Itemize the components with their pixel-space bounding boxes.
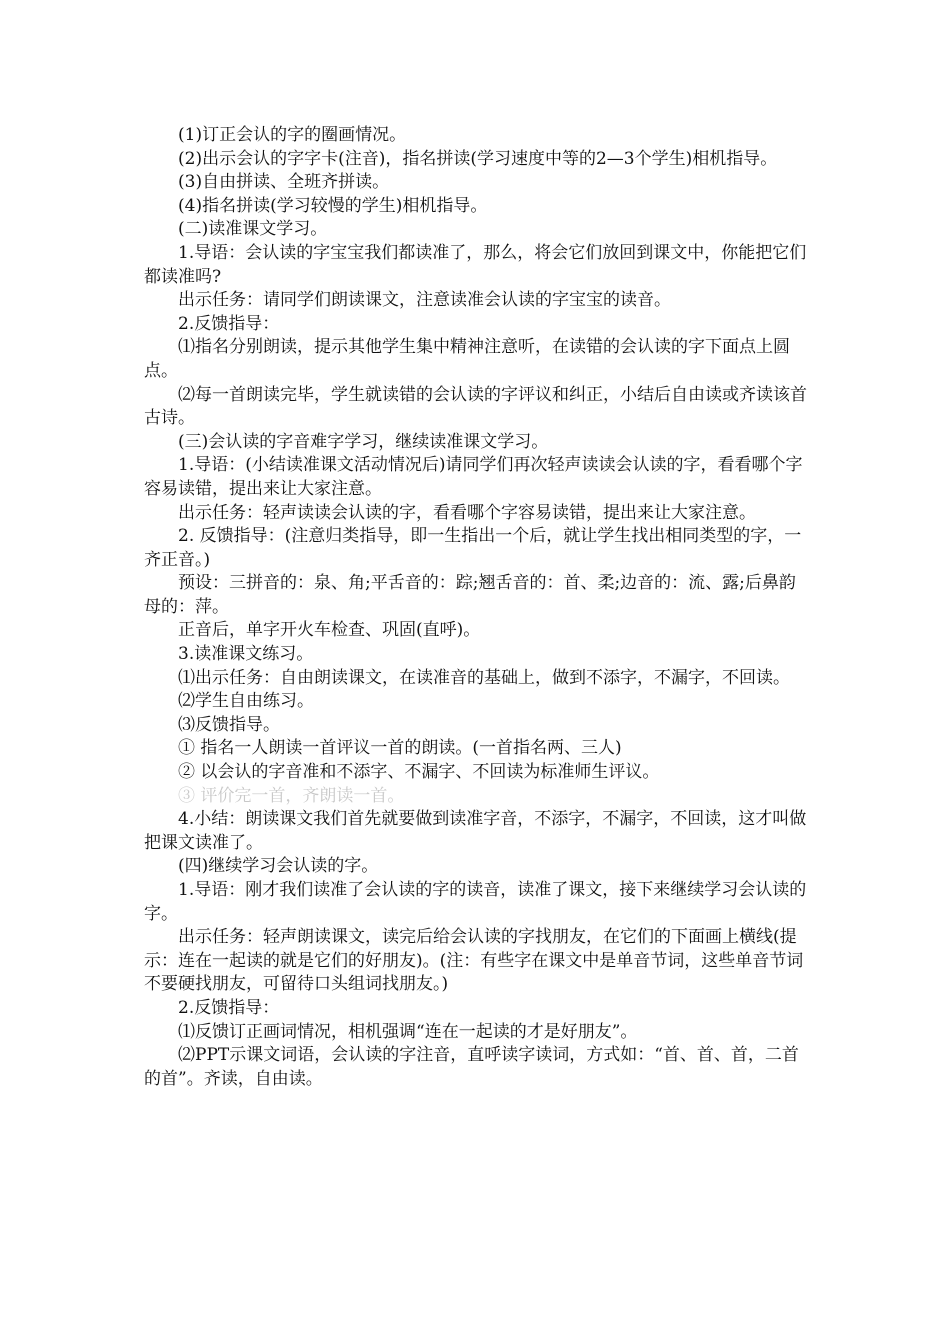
section-heading-2: (二)读准课文学习。 <box>178 219 328 240</box>
section-heading-3: (三)会认读的字音难字学习，继续读准课文学习。 <box>178 431 549 452</box>
paragraph-21: ① 指名一人朗读一首评议一首的朗读。(一首指名两、三人) <box>178 738 622 759</box>
paragraph-13: 出示任务：轻声读读会认读的字，看看哪个字容易读错，提出来让大家注意。 <box>178 502 756 523</box>
paragraph-22: ② 以会认的字音准和不添字、不漏字、不回读为标准师生评议。 <box>178 762 660 783</box>
paragraph-2: (2)出示会认的字字卡(注音)，指名拼读(学习速度中等的2—3个学生)相机指导。 <box>178 148 778 169</box>
section-heading-4: (四)继续学习会认读的字。 <box>178 856 379 877</box>
paragraph-14: 2. 反馈指导：(注意归类指导，即一生指出一个后，就让学生找出相同类型的字，一齐正音。) <box>144 526 802 570</box>
paragraph-10: ⑵每一首朗读完毕，学生就读错的会认读的字评议和纠正，小结后自由读或齐读该首古诗。 <box>144 384 807 429</box>
paragraph-29: ⑴反馈订正画词情况，相机强调“连在一起读的才是好朋友”。 <box>178 1021 638 1042</box>
paragraph-26: 1.导语：刚才我们读准了会认读的字的读音，读准了课文，接下来继续学习会认读的字。 <box>144 880 807 924</box>
paragraph-17: 3.读准课文练习。 <box>178 644 314 665</box>
paragraph-24: 4.小结：朗读课文我们首先就要做到读准字音，不添字，不漏字，不回读，这才叫做把课文读准了。 <box>144 809 807 853</box>
paragraph-23-faint: ③ 评价完一首，齐朗读一首。 <box>178 785 405 806</box>
paragraph-20: ⑶反馈指导。 <box>178 714 280 735</box>
paragraph-30: ⑵PPT示课文词语，会认读的字注音，直呼读字读词，方式如：“首、首、首，二首的首”。齐读，自由读。 <box>144 1045 799 1089</box>
paragraph-19: ⑵学生自由练习。 <box>178 691 314 712</box>
paragraph-8: 2.反馈指导： <box>178 313 280 334</box>
paragraph-1: (1)订正会认的字的圈画情况。 <box>178 125 407 145</box>
paragraph-15: 预设：三拼音的：泉、角;平舌音的：踪;翘舌音的：首、柔;边音的：流、露;后鼻韵母的：萍。 <box>144 573 796 617</box>
paragraph-12: 1.导语：(小结读准课文活动情况后)请同学们再次轻声读读会认读的字，看看哪个字容易读错，提出来让大家注意。 <box>144 455 803 499</box>
paragraph-9: ⑴指名分别朗读，提示其他学生集中精神注意听，在读错的会认读的字下面点上圆点。 <box>144 337 790 381</box>
paragraph-3: (3)自由拼读、全班齐拼读。 <box>178 172 390 193</box>
paragraph-4: (4)指名拼读(学习较慢的学生)相机指导。 <box>178 195 488 216</box>
paragraph-28: 2.反馈指导： <box>178 997 280 1018</box>
paragraph-18: ⑴出示任务：自由朗读课文，在读准音的基础上，做到不添字，不漏字，不回读。 <box>178 667 790 688</box>
paragraph-16: 正音后，单字开火车检查、巩固(直呼)。 <box>178 620 481 641</box>
paragraph-7: 出示任务：请同学们朗读课文，注意读准会认读的字宝宝的读音。 <box>178 290 671 311</box>
paragraph-6: 1.导语：会认读的字宝宝我们都读准了，那么，将会它们放回到课文中，你能把它们都读准吗? <box>144 242 807 287</box>
paragraph-27: 出示任务：轻声朗读课文，读完后给会认读的字找朋友，在它们的下面画上横线(提示：连在一起读的就是它们的好朋友)。(注：有些字在课文中是单音节词，这些单音节词不要硬找朋友，可留待口头组词找朋友。) <box>144 927 804 995</box>
